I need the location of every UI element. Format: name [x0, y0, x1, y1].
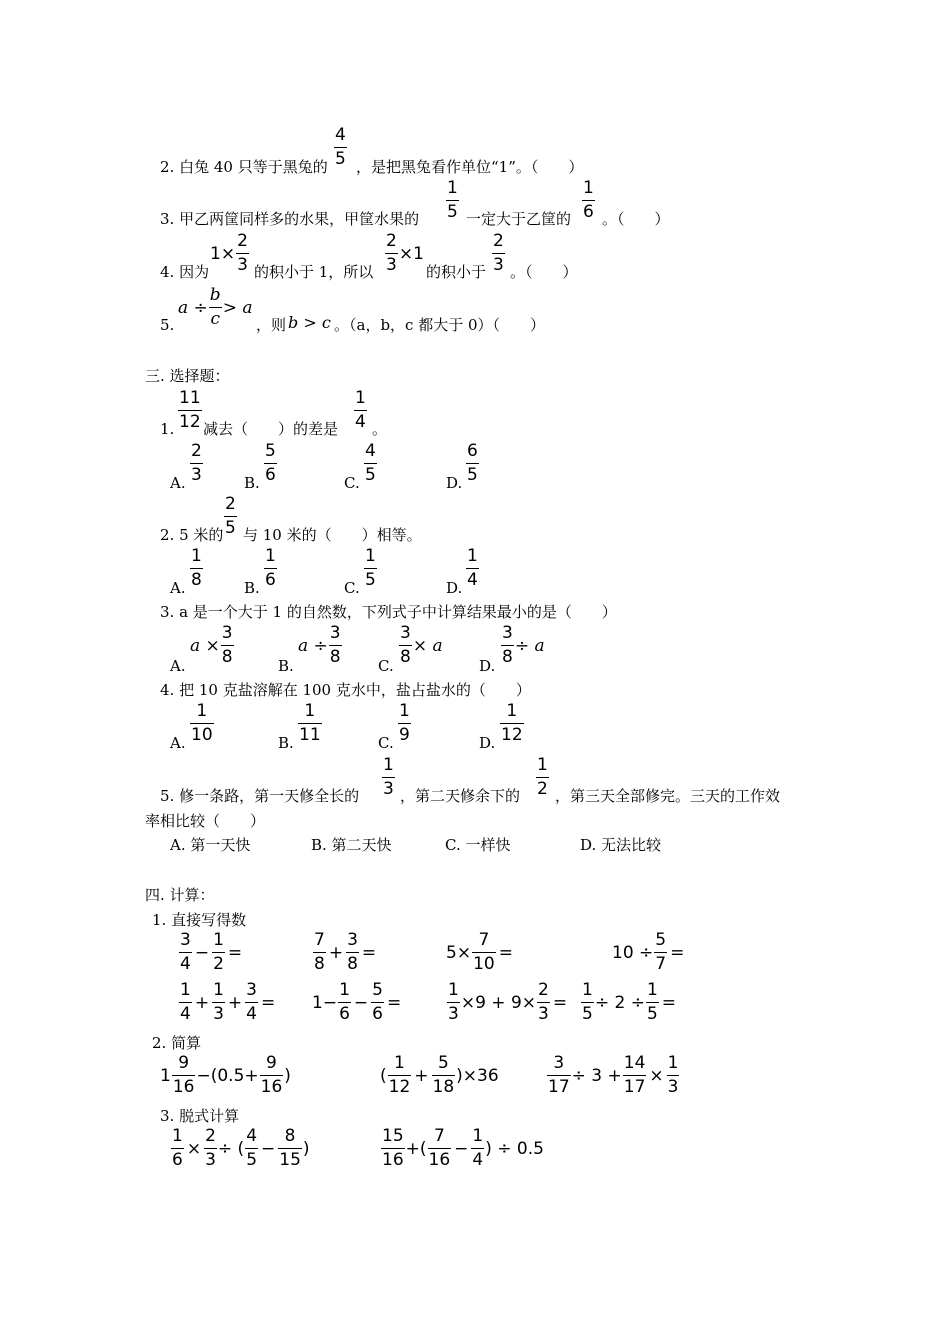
choice-q5-fraction-1 — [382, 757, 395, 798]
numerator: 1 — [667, 1053, 679, 1073]
denominator: 2 — [537, 779, 548, 799]
numerator: 4 — [246, 1126, 258, 1146]
denominator: 17 — [623, 1077, 646, 1097]
choice-q2-fraction — [224, 496, 237, 537]
numerator: 3 — [553, 1053, 565, 1073]
choice-q5-fraction-2 — [536, 757, 549, 798]
denominator: 6 — [172, 1150, 183, 1170]
denominator: 4 — [355, 412, 366, 432]
expr-part: ÷ ( — [217, 1138, 245, 1159]
choice-q5-text-a: 5. 修一条路，第一天修全长的 — [160, 787, 360, 805]
numerator: b — [209, 285, 221, 305]
equals: = — [670, 942, 685, 963]
denominator: 4 — [180, 1004, 191, 1024]
judge-q4-text-d: 。（ ） — [510, 263, 578, 281]
numerator: 1 — [646, 980, 658, 1000]
operator: − — [353, 992, 369, 1013]
operator: − — [194, 942, 210, 963]
numerator: 1 — [180, 980, 191, 1000]
denominator: 8 — [221, 647, 233, 667]
denominator: 3 — [538, 1004, 549, 1024]
judge-q2-fraction — [334, 127, 347, 168]
denominator: 7 — [655, 954, 667, 974]
equals: = — [552, 992, 568, 1013]
numerator: 2 — [538, 980, 549, 1000]
numerator: 3 — [221, 623, 233, 643]
choice-q1-fraction-2 — [354, 390, 367, 431]
equals: = — [498, 942, 513, 963]
expr-part: 1 — [160, 1065, 171, 1086]
option-label: B. — [278, 657, 294, 675]
numerator: 3 — [347, 930, 358, 950]
numerator: 2 — [191, 441, 202, 461]
calc-r2-d — [580, 982, 678, 1023]
judge-q2-text-b: ，是把黑兔看作单位“1”。（ ） — [356, 158, 584, 176]
judge-q2-text-a: 2. 白兔 40 只等于黑兔的 — [160, 158, 328, 176]
denominator: 5 — [365, 465, 376, 485]
expr-part: ( — [380, 1065, 387, 1086]
numerator: 1 — [394, 1053, 405, 1073]
calc-subsection-2: 2. 简算 — [152, 1034, 202, 1052]
numerator: 1 — [583, 178, 594, 198]
denominator: 4 — [467, 570, 478, 590]
calc-r1-d — [612, 932, 686, 973]
operator: − — [454, 1138, 469, 1159]
numerator: 1 — [537, 755, 548, 775]
numerator: 3 — [329, 623, 341, 643]
denominator: 8 — [314, 954, 325, 974]
operator: + — [414, 1065, 429, 1086]
choice-q3-text: 3. a 是一个大于 1 的自然数，下列式子中计算结果最小的是（ ） — [160, 603, 617, 621]
operator: − — [261, 1138, 276, 1159]
calc-subsection-3: 3. 脱式计算 — [160, 1107, 240, 1125]
numerator: 7 — [433, 1126, 445, 1146]
denominator: 4 — [180, 954, 191, 974]
numerator: 1 — [506, 701, 518, 721]
numerator: 1 — [582, 980, 593, 1000]
numerator: 1 — [467, 546, 478, 566]
option-fraction — [466, 548, 479, 589]
choice-q2-text-a: 2. 5 米的 — [160, 526, 224, 544]
numerator: 2 — [386, 231, 397, 251]
numerator: 2 — [493, 231, 504, 251]
denominator: 6 — [265, 570, 276, 590]
numerator: 2 — [225, 494, 236, 514]
judge-q5-expr — [178, 287, 252, 328]
choice-q1-end: 。 — [372, 420, 388, 438]
calc-s3-a — [170, 1128, 310, 1169]
expr-part: a ÷ — [298, 635, 328, 656]
expr-part: )×36 — [456, 1065, 499, 1086]
option-label: D. — [446, 474, 463, 492]
denominator: 10 — [191, 725, 213, 745]
option-fraction — [364, 443, 377, 484]
option-label: A. — [170, 474, 186, 492]
operator: × — [649, 1065, 664, 1086]
denominator: 16 — [382, 1150, 404, 1170]
option-fraction — [190, 548, 203, 589]
numerator: 6 — [467, 441, 478, 461]
section-heading-choice: 三. 选择题： — [145, 367, 230, 385]
numerator: 1 — [448, 980, 459, 1000]
expr-part: ÷ a — [514, 635, 545, 656]
expr-part: > a — [222, 297, 253, 318]
choice-q5-option-d[interactable]: D. 无法比较 — [580, 836, 662, 854]
option-expr — [398, 625, 443, 666]
option-label: D. — [479, 657, 496, 675]
denominator: 8 — [347, 954, 358, 974]
numerator: 5 — [437, 1053, 449, 1073]
judge-q3-text-c: 。（ ） — [602, 210, 670, 228]
expr-part: a ÷ — [178, 297, 208, 318]
numerator: 3 — [180, 930, 191, 950]
numerator: 1 — [213, 930, 224, 950]
section-heading-calc: 四. 计算： — [145, 886, 215, 904]
option-label: A. — [170, 579, 186, 597]
numerator: 2 — [237, 231, 248, 251]
judge-q4-text-a: 4. 因为 — [160, 263, 210, 281]
numerator: 1 — [191, 546, 202, 566]
numerator: 14 — [623, 1053, 646, 1073]
denominator: 8 — [329, 647, 341, 667]
option-label: D. — [479, 734, 496, 752]
option-expr — [190, 625, 235, 666]
denominator: 12 — [501, 725, 523, 745]
option-fraction — [264, 443, 277, 484]
option-fraction — [190, 443, 203, 484]
judge-q4-text-c: 的积小于 — [426, 263, 487, 281]
choice-q1-text: 减去（ ）的差是 — [203, 420, 339, 438]
numerator: 11 — [179, 388, 201, 408]
expr-part: × a — [412, 635, 443, 656]
operator: + — [194, 992, 210, 1013]
expr-part: ×9 + 9× — [460, 992, 536, 1013]
calc-r1-c — [446, 932, 515, 973]
operator: + — [227, 992, 243, 1013]
choice-q5-option-c[interactable]: C. 一样快 — [445, 836, 511, 854]
option-fraction — [264, 548, 277, 589]
expr-part: 5× — [446, 942, 472, 963]
calc-r1-a — [178, 932, 244, 973]
calc-s2-c — [546, 1055, 680, 1096]
denominator: 5 — [582, 1004, 593, 1024]
calc-s2-b — [380, 1055, 499, 1096]
denominator: 3 — [667, 1077, 679, 1097]
denominator: 16 — [428, 1150, 451, 1170]
choice-q1-number: 1. — [160, 420, 175, 438]
option-label: D. — [446, 579, 463, 597]
numerator: 1 — [172, 1126, 183, 1146]
choice-q5-text-b: ，第二天修余下的 — [400, 787, 521, 805]
numerator: 1 — [472, 1126, 484, 1146]
denominator: 6 — [265, 465, 276, 485]
denominator: 3 — [386, 255, 397, 275]
numerator: 1 — [447, 178, 458, 198]
numerator: 9 — [266, 1053, 277, 1073]
denominator: 10 — [473, 954, 495, 974]
denominator: 18 — [432, 1077, 455, 1097]
expr-part: 1− — [312, 992, 338, 1013]
calc-r1-b — [312, 932, 378, 973]
option-label: C. — [344, 474, 360, 492]
numerator: 3 — [400, 623, 411, 643]
choice-q5-text-line2: 率相比较（ ） — [145, 812, 266, 830]
denominator: 3 — [237, 255, 248, 275]
judge-q5-text-c: 。（a，b，c 都大于 0）（ ） — [334, 316, 546, 334]
numerator: 1 — [365, 546, 376, 566]
judge-q5-text-b: ，则 — [256, 316, 287, 334]
calc-subsection-1: 1. 直接写得数 — [152, 911, 247, 929]
denominator: 5 — [646, 1004, 658, 1024]
numerator: 1 — [213, 980, 224, 1000]
judge-q4-expr-2 — [384, 233, 424, 274]
numerator: 1 — [355, 388, 366, 408]
expr-part: +( — [405, 1138, 427, 1159]
judge-q3-text-b: 一定大于乙筐的 — [466, 210, 572, 228]
choice-q5-option-b[interactable]: B. 第二天快 — [311, 836, 392, 854]
denominator: 5 — [447, 202, 458, 222]
option-label: A. — [170, 657, 186, 675]
denominator: 3 — [493, 255, 504, 275]
expr-part: ) — [302, 1138, 310, 1159]
judge-q3-fraction-1 — [446, 180, 459, 221]
denominator: 5 — [225, 518, 236, 538]
numerator: 1 — [265, 546, 276, 566]
denominator: 8 — [400, 647, 411, 667]
numerator: 8 — [284, 1126, 296, 1146]
judge-q4-expr-1 — [210, 233, 250, 274]
numerator: 1 — [399, 701, 410, 721]
option-label: C. — [344, 579, 360, 597]
numerator: 15 — [382, 1126, 404, 1146]
expr-part: a × — [190, 635, 220, 656]
denominator: 5 — [246, 1150, 258, 1170]
numerator: 5 — [655, 930, 667, 950]
choice-q2-text-b: 与 10 米的（ ）相等。 — [243, 526, 422, 544]
option-fraction — [398, 703, 411, 744]
calc-s3-b — [380, 1128, 544, 1169]
denominator: 5 — [335, 149, 346, 169]
calc-r2-c — [446, 982, 569, 1023]
option-fraction — [364, 548, 377, 589]
expr-part: ) ÷ 0.5 — [485, 1138, 544, 1159]
numerator: 4 — [335, 125, 346, 145]
equals: = — [361, 942, 377, 963]
judge-q3-text-a: 3. 甲乙两筐同样多的水果，甲筐水果的 — [160, 210, 420, 228]
choice-q5-option-a[interactable]: A. 第一天快 — [170, 836, 251, 854]
denominator: 8 — [191, 570, 202, 590]
numerator: 1 — [339, 980, 350, 1000]
option-label: B. — [244, 474, 260, 492]
denominator: 2 — [213, 954, 224, 974]
denominator: 5 — [467, 465, 478, 485]
denominator: 11 — [299, 725, 321, 745]
denominator: 6 — [372, 1004, 383, 1024]
denominator: 16 — [172, 1077, 195, 1097]
equals: = — [260, 992, 276, 1013]
numerator: 5 — [265, 441, 276, 461]
numerator: 5 — [372, 980, 383, 1000]
numerator: 7 — [478, 930, 490, 950]
denominator: 6 — [339, 1004, 350, 1024]
calc-s2-a — [160, 1055, 291, 1096]
denominator: 3 — [383, 779, 394, 799]
numerator: 9 — [178, 1053, 190, 1073]
judge-q4-text-b: 的积小于 1，所以 — [254, 263, 374, 281]
expr-part: ×1 — [398, 243, 424, 264]
denominator: 4 — [246, 1004, 257, 1024]
judge-q5-relation: b > c — [288, 313, 331, 332]
calc-r2-a — [178, 982, 277, 1023]
denominator: 3 — [213, 1004, 224, 1024]
numerator: 2 — [205, 1126, 216, 1146]
choice-q1-fraction-1 — [178, 390, 202, 431]
numerator: 4 — [365, 441, 376, 461]
numerator: 3 — [502, 623, 513, 643]
denominator: 12 — [179, 412, 201, 432]
numerator: 3 — [246, 980, 257, 1000]
option-label: C. — [378, 657, 394, 675]
option-fraction — [190, 703, 214, 744]
equals: = — [661, 992, 677, 1013]
denominator: 9 — [399, 725, 410, 745]
denominator: 3 — [191, 465, 202, 485]
denominator: 4 — [472, 1150, 484, 1170]
denominator: 17 — [548, 1077, 570, 1097]
equals: = — [227, 942, 243, 963]
numerator: 1 — [304, 701, 316, 721]
expr-part: −(0.5+ — [196, 1065, 259, 1086]
denominator: 6 — [583, 202, 594, 222]
denominator: 3 — [205, 1150, 216, 1170]
denominator: 12 — [388, 1077, 411, 1097]
denominator: c — [210, 309, 220, 329]
denominator: 3 — [448, 1004, 459, 1024]
judge-q4-fraction — [492, 233, 505, 274]
denominator: 16 — [260, 1077, 283, 1097]
choice-q4-text: 4. 把 10 克盐溶解在 100 克水中，盐占盐水的（ ） — [160, 681, 531, 699]
expr-part: 1× — [210, 243, 236, 264]
option-fraction — [500, 703, 524, 744]
option-label: B. — [244, 579, 260, 597]
option-expr — [500, 625, 545, 666]
equals: = — [386, 992, 402, 1013]
numerator: 7 — [314, 930, 325, 950]
denominator: 5 — [365, 570, 376, 590]
numerator: 1 — [383, 755, 394, 775]
option-label: C. — [378, 734, 394, 752]
operator: × — [186, 1138, 202, 1159]
denominator: 8 — [502, 647, 513, 667]
operator: + — [328, 942, 344, 963]
denominator: 15 — [279, 1150, 301, 1170]
option-expr — [298, 625, 343, 666]
choice-q5-text-c: ，第三天全部修完。三天的工作效 — [555, 787, 781, 805]
expr-part: 10 ÷ — [612, 942, 654, 963]
judge-q5-text-a: 5. — [160, 316, 175, 334]
expr-part: ÷ 2 ÷ — [594, 992, 645, 1013]
calc-r2-b — [312, 982, 403, 1023]
option-label: A. — [170, 734, 186, 752]
option-label: B. — [278, 734, 294, 752]
option-fraction — [466, 443, 479, 484]
judge-q3-fraction-2 — [582, 180, 595, 221]
expr-part: ) — [284, 1065, 291, 1086]
numerator: 1 — [196, 701, 208, 721]
option-fraction — [298, 703, 322, 744]
expr-part: ÷ 3 + — [571, 1065, 622, 1086]
